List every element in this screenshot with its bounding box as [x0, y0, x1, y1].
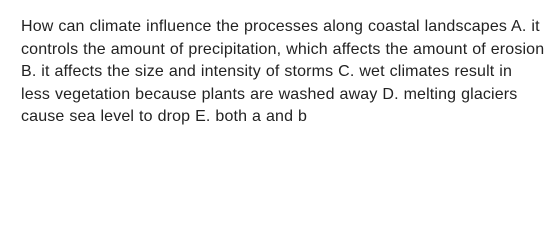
question-text: How can climate influence the processes along coastal landscapes A. it controls the amount of precipitation, which affects the amount of erosion B. it affects the size and intensity of storms C. wet climates result in less vegetation because plants are washed away D. melting glaciers cause sea level to drop E. both a and b	[21, 18, 545, 126]
question-block	[21, 16, 545, 129]
